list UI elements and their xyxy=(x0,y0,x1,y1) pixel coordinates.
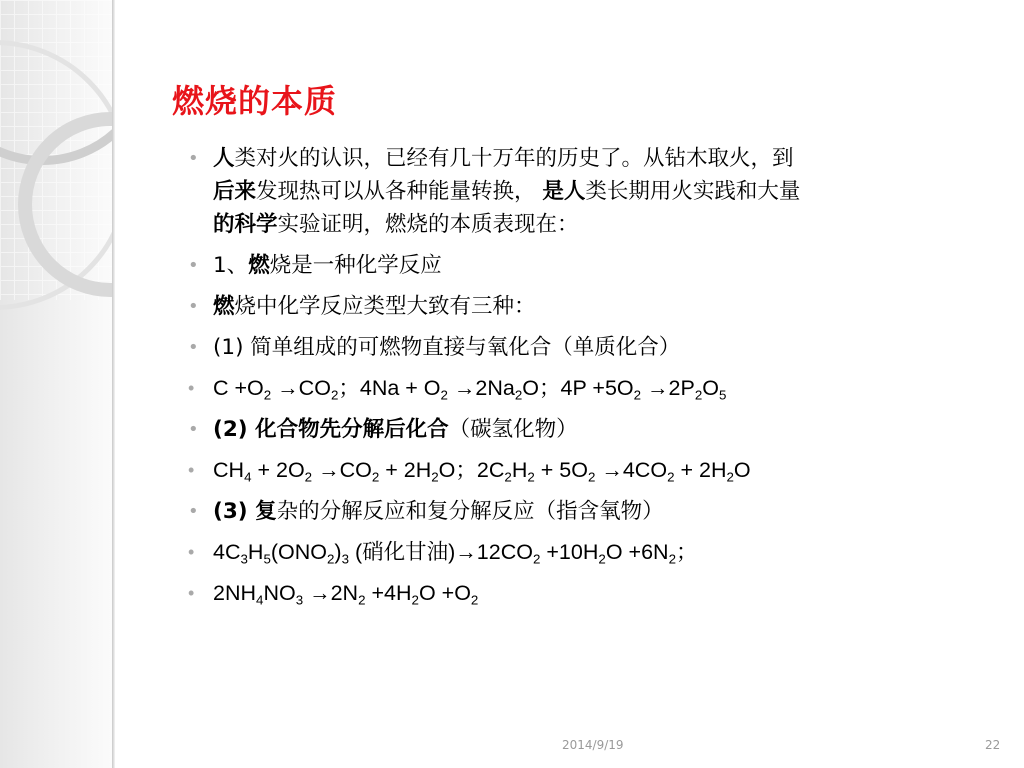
band-divider xyxy=(112,0,115,768)
list-item: • 1、燃烧是一种化学反应 xyxy=(188,253,442,278)
list-item: • 人类对火的认识，已经有几十万年的历史了。从钻木取火，到 后来发现热可以从各种能量转换， 是人类长期用火实践和大量 的科学实验证明，燃烧的本质表现在： xyxy=(188,142,998,241)
list-item-formula: • $4C_3H_5(ONO_2)_3$ (硝化甘油)$\to 12CO_2 +10H_2O +6N_2$； xyxy=(188,540,698,567)
bullet-icon: • xyxy=(188,501,199,522)
bullet-icon: • xyxy=(188,460,195,480)
list-item-formula: • $2NH_4NO_3 \to 2N_2 +4H_2O +O_2$ xyxy=(188,581,479,608)
bullet-list xyxy=(188,142,998,620)
list-item: • (1) 简单组成的可燃物直接与氧化合（单质化合） xyxy=(188,335,681,360)
list-item: • (3) 复杂的分解反应和复分解反应（指含氧物） xyxy=(188,499,664,524)
list-item-formula: • $CH_4 + 2O_2 \to CO_2 + 2H_2O$；$2C_2H_2 + 5O_2 \to 4CO_2 + 2H_2O$ xyxy=(188,458,751,485)
bullet-icon: • xyxy=(188,148,199,169)
bullet-icon: • xyxy=(188,337,199,358)
bullet-icon: • xyxy=(188,419,199,440)
decorative-side-band xyxy=(0,0,112,768)
bullet-icon: • xyxy=(188,542,195,562)
slide-title: 燃烧的本质 xyxy=(172,82,338,120)
list-item: • (2) 化合物先分解后化合（碳氢化物） xyxy=(188,417,578,442)
list-item: • 燃烧中化学反应类型大致有三种： xyxy=(188,294,536,319)
footer-date: 2014/9/19 xyxy=(562,738,624,752)
list-item-formula: • $C +O_2 \to CO_2$；$4Na + O_2 \to 2Na_2O$；$4P +5O_2 \to 2P_2O_5$ xyxy=(188,376,727,403)
bullet-icon: • xyxy=(188,296,199,317)
bullet-icon: • xyxy=(188,378,195,398)
bullet-icon: • xyxy=(188,255,199,276)
page-number: 22 xyxy=(985,738,1001,752)
bullet-icon: • xyxy=(188,583,195,603)
